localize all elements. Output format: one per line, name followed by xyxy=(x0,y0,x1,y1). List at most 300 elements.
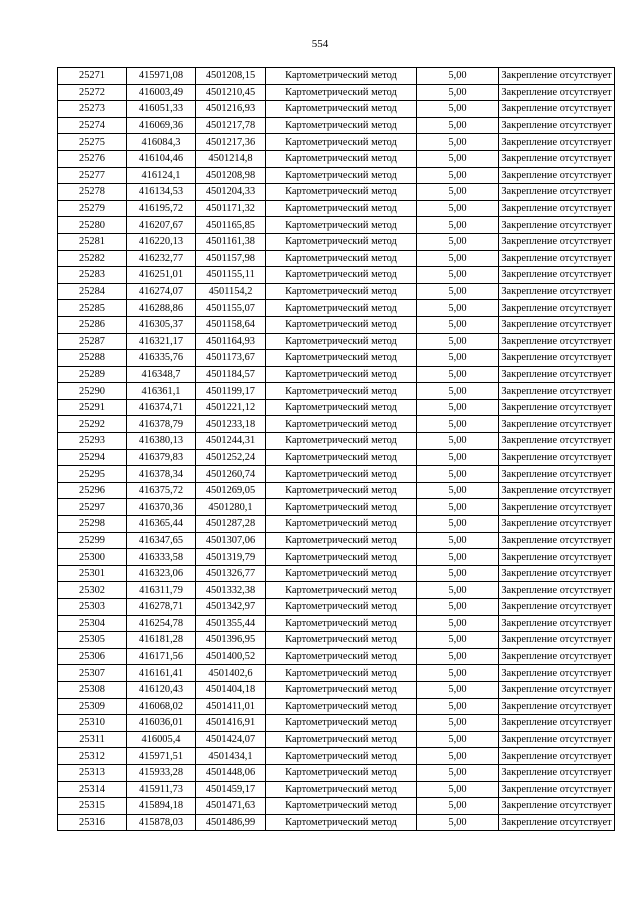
x-coordinate-cell: 416207,67 xyxy=(127,217,196,234)
table-row xyxy=(58,499,615,516)
table-row xyxy=(58,383,615,400)
accuracy-cell: 5,00 xyxy=(417,316,499,333)
table-row xyxy=(58,615,615,632)
method-cell: Картометрический метод xyxy=(266,134,417,151)
y-coordinate-cell: 4501214,8 xyxy=(196,150,266,167)
y-coordinate-cell: 4501158,64 xyxy=(196,316,266,333)
method-cell: Картометрический метод xyxy=(266,814,417,831)
y-coordinate-cell: 4501217,78 xyxy=(196,117,266,134)
method-cell: Картометрический метод xyxy=(266,167,417,184)
fixation-cell: Закрепление отсутствует xyxy=(499,698,615,715)
point-number-cell: 25305 xyxy=(58,632,127,649)
point-number-cell: 25308 xyxy=(58,681,127,698)
accuracy-cell: 5,00 xyxy=(417,217,499,234)
point-number-cell: 25310 xyxy=(58,715,127,732)
point-number-cell: 25283 xyxy=(58,267,127,284)
point-number-cell: 25313 xyxy=(58,764,127,781)
coordinates-table-body xyxy=(58,68,615,831)
x-coordinate-cell: 416036,01 xyxy=(127,715,196,732)
point-number-cell: 25276 xyxy=(58,150,127,167)
accuracy-cell: 5,00 xyxy=(417,781,499,798)
y-coordinate-cell: 4501165,85 xyxy=(196,217,266,234)
method-cell: Картометрический метод xyxy=(266,350,417,367)
table-row xyxy=(58,665,615,682)
y-coordinate-cell: 4501204,33 xyxy=(196,184,266,201)
accuracy-cell: 5,00 xyxy=(417,300,499,317)
accuracy-cell: 5,00 xyxy=(417,416,499,433)
table-row xyxy=(58,433,615,450)
method-cell: Картометрический метод xyxy=(266,648,417,665)
accuracy-cell: 5,00 xyxy=(417,449,499,466)
y-coordinate-cell: 4501326,77 xyxy=(196,565,266,582)
table-row xyxy=(58,316,615,333)
method-cell: Картометрический метод xyxy=(266,84,417,101)
fixation-cell: Закрепление отсутствует xyxy=(499,184,615,201)
fixation-cell: Закрепление отсутствует xyxy=(499,565,615,582)
accuracy-cell: 5,00 xyxy=(417,615,499,632)
fixation-cell: Закрепление отсутствует xyxy=(499,549,615,566)
method-cell: Картометрический метод xyxy=(266,267,417,284)
point-number-cell: 25312 xyxy=(58,748,127,765)
x-coordinate-cell: 416104,46 xyxy=(127,150,196,167)
table-row xyxy=(58,101,615,118)
method-cell: Картометрический метод xyxy=(266,150,417,167)
x-coordinate-cell: 416232,77 xyxy=(127,250,196,267)
y-coordinate-cell: 4501486,99 xyxy=(196,814,266,831)
point-number-cell: 25298 xyxy=(58,516,127,533)
accuracy-cell: 5,00 xyxy=(417,748,499,765)
y-coordinate-cell: 4501260,74 xyxy=(196,466,266,483)
fixation-cell: Закрепление отсутствует xyxy=(499,167,615,184)
table-row xyxy=(58,681,615,698)
x-coordinate-cell: 416305,37 xyxy=(127,316,196,333)
accuracy-cell: 5,00 xyxy=(417,466,499,483)
point-number-cell: 25272 xyxy=(58,84,127,101)
fixation-cell: Закрепление отсутствует xyxy=(499,217,615,234)
y-coordinate-cell: 4501173,67 xyxy=(196,350,266,367)
method-cell: Картометрический метод xyxy=(266,383,417,400)
y-coordinate-cell: 4501355,44 xyxy=(196,615,266,632)
point-number-cell: 25295 xyxy=(58,466,127,483)
fixation-cell: Закрепление отсутствует xyxy=(499,532,615,549)
y-coordinate-cell: 4501411,01 xyxy=(196,698,266,715)
table-row xyxy=(58,134,615,151)
point-number-cell: 25293 xyxy=(58,433,127,450)
point-number-cell: 25284 xyxy=(58,283,127,300)
accuracy-cell: 5,00 xyxy=(417,383,499,400)
accuracy-cell: 5,00 xyxy=(417,134,499,151)
accuracy-cell: 5,00 xyxy=(417,698,499,715)
method-cell: Картометрический метод xyxy=(266,433,417,450)
method-cell: Картометрический метод xyxy=(266,599,417,616)
point-number-cell: 25315 xyxy=(58,798,127,815)
point-number-cell: 25282 xyxy=(58,250,127,267)
fixation-cell: Закрепление отсутствует xyxy=(499,814,615,831)
table-row xyxy=(58,715,615,732)
method-cell: Картометрический метод xyxy=(266,615,417,632)
table-row xyxy=(58,200,615,217)
method-cell: Картометрический метод xyxy=(266,565,417,582)
y-coordinate-cell: 4501155,11 xyxy=(196,267,266,284)
point-number-cell: 25277 xyxy=(58,167,127,184)
table-row xyxy=(58,582,615,599)
point-number-cell: 25279 xyxy=(58,200,127,217)
method-cell: Картометрический метод xyxy=(266,632,417,649)
table-row xyxy=(58,632,615,649)
point-number-cell: 25306 xyxy=(58,648,127,665)
y-coordinate-cell: 4501208,98 xyxy=(196,167,266,184)
x-coordinate-cell: 416378,79 xyxy=(127,416,196,433)
method-cell: Картометрический метод xyxy=(266,665,417,682)
x-coordinate-cell: 416347,65 xyxy=(127,532,196,549)
y-coordinate-cell: 4501448,06 xyxy=(196,764,266,781)
fixation-cell: Закрепление отсутствует xyxy=(499,482,615,499)
method-cell: Картометрический метод xyxy=(266,399,417,416)
method-cell: Картометрический метод xyxy=(266,366,417,383)
accuracy-cell: 5,00 xyxy=(417,482,499,499)
accuracy-cell: 5,00 xyxy=(417,681,499,698)
x-coordinate-cell: 416171,56 xyxy=(127,648,196,665)
accuracy-cell: 5,00 xyxy=(417,250,499,267)
point-number-cell: 25280 xyxy=(58,217,127,234)
table-row xyxy=(58,781,615,798)
method-cell: Картометрический метод xyxy=(266,715,417,732)
y-coordinate-cell: 4501157,98 xyxy=(196,250,266,267)
x-coordinate-cell: 415911,73 xyxy=(127,781,196,798)
point-number-cell: 25285 xyxy=(58,300,127,317)
table-row xyxy=(58,117,615,134)
method-cell: Картометрический метод xyxy=(266,781,417,798)
point-number-cell: 25281 xyxy=(58,233,127,250)
y-coordinate-cell: 4501280,1 xyxy=(196,499,266,516)
x-coordinate-cell: 416333,58 xyxy=(127,549,196,566)
point-number-cell: 25304 xyxy=(58,615,127,632)
point-number-cell: 25302 xyxy=(58,582,127,599)
accuracy-cell: 5,00 xyxy=(417,516,499,533)
method-cell: Картометрический метод xyxy=(266,300,417,317)
x-coordinate-cell: 416068,02 xyxy=(127,698,196,715)
fixation-cell: Закрепление отсутствует xyxy=(499,748,615,765)
accuracy-cell: 5,00 xyxy=(417,648,499,665)
accuracy-cell: 5,00 xyxy=(417,366,499,383)
method-cell: Картометрический метод xyxy=(266,549,417,566)
y-coordinate-cell: 4501154,2 xyxy=(196,283,266,300)
y-coordinate-cell: 4501208,15 xyxy=(196,68,266,85)
x-coordinate-cell: 416370,36 xyxy=(127,499,196,516)
fixation-cell: Закрепление отсутствует xyxy=(499,648,615,665)
y-coordinate-cell: 4501424,07 xyxy=(196,731,266,748)
method-cell: Картометрический метод xyxy=(266,499,417,516)
x-coordinate-cell: 416069,36 xyxy=(127,117,196,134)
table-row xyxy=(58,350,615,367)
method-cell: Картометрический метод xyxy=(266,798,417,815)
x-coordinate-cell: 416288,86 xyxy=(127,300,196,317)
table-row xyxy=(58,698,615,715)
accuracy-cell: 5,00 xyxy=(417,84,499,101)
fixation-cell: Закрепление отсутствует xyxy=(499,383,615,400)
table-row xyxy=(58,814,615,831)
point-number-cell: 25273 xyxy=(58,101,127,118)
fixation-cell: Закрепление отсутствует xyxy=(499,582,615,599)
table-row xyxy=(58,565,615,582)
x-coordinate-cell: 416254,78 xyxy=(127,615,196,632)
fixation-cell: Закрепление отсутствует xyxy=(499,399,615,416)
fixation-cell: Закрепление отсутствует xyxy=(499,516,615,533)
accuracy-cell: 5,00 xyxy=(417,632,499,649)
table-row xyxy=(58,764,615,781)
x-coordinate-cell: 416161,41 xyxy=(127,665,196,682)
x-coordinate-cell: 416361,1 xyxy=(127,383,196,400)
accuracy-cell: 5,00 xyxy=(417,731,499,748)
x-coordinate-cell: 416378,34 xyxy=(127,466,196,483)
table-row xyxy=(58,300,615,317)
point-number-cell: 25271 xyxy=(58,68,127,85)
y-coordinate-cell: 4501244,31 xyxy=(196,433,266,450)
accuracy-cell: 5,00 xyxy=(417,200,499,217)
y-coordinate-cell: 4501210,45 xyxy=(196,84,266,101)
table-row xyxy=(58,482,615,499)
method-cell: Картометрический метод xyxy=(266,516,417,533)
fixation-cell: Закрепление отсутствует xyxy=(499,499,615,516)
x-coordinate-cell: 416323,06 xyxy=(127,565,196,582)
x-coordinate-cell: 416365,44 xyxy=(127,516,196,533)
point-number-cell: 25291 xyxy=(58,399,127,416)
y-coordinate-cell: 4501404,18 xyxy=(196,681,266,698)
y-coordinate-cell: 4501199,17 xyxy=(196,383,266,400)
table-row xyxy=(58,250,615,267)
method-cell: Картометрический метод xyxy=(266,748,417,765)
y-coordinate-cell: 4501164,93 xyxy=(196,333,266,350)
x-coordinate-cell: 415971,51 xyxy=(127,748,196,765)
y-coordinate-cell: 4501471,63 xyxy=(196,798,266,815)
y-coordinate-cell: 4501221,12 xyxy=(196,399,266,416)
fixation-cell: Закрепление отсутствует xyxy=(499,615,615,632)
y-coordinate-cell: 4501161,38 xyxy=(196,233,266,250)
coordinates-table xyxy=(57,67,615,831)
x-coordinate-cell: 415878,03 xyxy=(127,814,196,831)
y-coordinate-cell: 4501416,91 xyxy=(196,715,266,732)
method-cell: Картометрический метод xyxy=(266,416,417,433)
accuracy-cell: 5,00 xyxy=(417,101,499,118)
table-row xyxy=(58,516,615,533)
y-coordinate-cell: 4501434,1 xyxy=(196,748,266,765)
accuracy-cell: 5,00 xyxy=(417,433,499,450)
accuracy-cell: 5,00 xyxy=(417,167,499,184)
fixation-cell: Закрепление отсутствует xyxy=(499,316,615,333)
table-row xyxy=(58,184,615,201)
table-row xyxy=(58,798,615,815)
fixation-cell: Закрепление отсутствует xyxy=(499,101,615,118)
fixation-cell: Закрепление отсутствует xyxy=(499,665,615,682)
accuracy-cell: 5,00 xyxy=(417,764,499,781)
accuracy-cell: 5,00 xyxy=(417,333,499,350)
method-cell: Картометрический метод xyxy=(266,482,417,499)
accuracy-cell: 5,00 xyxy=(417,665,499,682)
point-number-cell: 25316 xyxy=(58,814,127,831)
x-coordinate-cell: 416374,71 xyxy=(127,399,196,416)
y-coordinate-cell: 4501171,32 xyxy=(196,200,266,217)
accuracy-cell: 5,00 xyxy=(417,814,499,831)
accuracy-cell: 5,00 xyxy=(417,283,499,300)
x-coordinate-cell: 415971,08 xyxy=(127,68,196,85)
table-row xyxy=(58,167,615,184)
accuracy-cell: 5,00 xyxy=(417,233,499,250)
point-number-cell: 25275 xyxy=(58,134,127,151)
method-cell: Картометрический метод xyxy=(266,200,417,217)
point-number-cell: 25300 xyxy=(58,549,127,566)
accuracy-cell: 5,00 xyxy=(417,499,499,516)
y-coordinate-cell: 4501155,07 xyxy=(196,300,266,317)
point-number-cell: 25289 xyxy=(58,366,127,383)
method-cell: Картометрический метод xyxy=(266,764,417,781)
x-coordinate-cell: 415894,18 xyxy=(127,798,196,815)
x-coordinate-cell: 415933,28 xyxy=(127,764,196,781)
table-row xyxy=(58,283,615,300)
fixation-cell: Закрепление отсутствует xyxy=(499,715,615,732)
y-coordinate-cell: 4501252,24 xyxy=(196,449,266,466)
method-cell: Картометрический метод xyxy=(266,250,417,267)
x-coordinate-cell: 416120,43 xyxy=(127,681,196,698)
table-row xyxy=(58,84,615,101)
method-cell: Картометрический метод xyxy=(266,466,417,483)
point-number-cell: 25303 xyxy=(58,599,127,616)
fixation-cell: Закрепление отсутствует xyxy=(499,681,615,698)
method-cell: Картометрический метод xyxy=(266,449,417,466)
y-coordinate-cell: 4501402,6 xyxy=(196,665,266,682)
method-cell: Картометрический метод xyxy=(266,283,417,300)
fixation-cell: Закрепление отсутствует xyxy=(499,233,615,250)
accuracy-cell: 5,00 xyxy=(417,117,499,134)
point-number-cell: 25297 xyxy=(58,499,127,516)
x-coordinate-cell: 416134,53 xyxy=(127,184,196,201)
x-coordinate-cell: 416274,07 xyxy=(127,283,196,300)
fixation-cell: Закрепление отсутствует xyxy=(499,731,615,748)
method-cell: Картометрический метод xyxy=(266,333,417,350)
y-coordinate-cell: 4501400,52 xyxy=(196,648,266,665)
point-number-cell: 25296 xyxy=(58,482,127,499)
point-number-cell: 25278 xyxy=(58,184,127,201)
point-number-cell: 25301 xyxy=(58,565,127,582)
point-number-cell: 25290 xyxy=(58,383,127,400)
x-coordinate-cell: 416375,72 xyxy=(127,482,196,499)
table-row xyxy=(58,267,615,284)
x-coordinate-cell: 416181,28 xyxy=(127,632,196,649)
table-row xyxy=(58,599,615,616)
fixation-cell: Закрепление отсутствует xyxy=(499,150,615,167)
table-row xyxy=(58,449,615,466)
x-coordinate-cell: 416124,1 xyxy=(127,167,196,184)
x-coordinate-cell: 416005,4 xyxy=(127,731,196,748)
y-coordinate-cell: 4501269,05 xyxy=(196,482,266,499)
method-cell: Картометрический метод xyxy=(266,217,417,234)
accuracy-cell: 5,00 xyxy=(417,399,499,416)
x-coordinate-cell: 416003,49 xyxy=(127,84,196,101)
table-row xyxy=(58,549,615,566)
y-coordinate-cell: 4501332,38 xyxy=(196,582,266,599)
table-row xyxy=(58,366,615,383)
fixation-cell: Закрепление отсутствует xyxy=(499,333,615,350)
page-number: 554 xyxy=(311,38,329,50)
accuracy-cell: 5,00 xyxy=(417,798,499,815)
accuracy-cell: 5,00 xyxy=(417,565,499,582)
table-row xyxy=(58,217,615,234)
table-row xyxy=(58,648,615,665)
fixation-cell: Закрепление отсутствует xyxy=(499,416,615,433)
method-cell: Картометрический метод xyxy=(266,681,417,698)
method-cell: Картометрический метод xyxy=(266,731,417,748)
method-cell: Картометрический метод xyxy=(266,117,417,134)
method-cell: Картометрический метод xyxy=(266,316,417,333)
fixation-cell: Закрепление отсутствует xyxy=(499,68,615,85)
method-cell: Картометрический метод xyxy=(266,582,417,599)
table-row xyxy=(58,532,615,549)
accuracy-cell: 5,00 xyxy=(417,350,499,367)
method-cell: Картометрический метод xyxy=(266,68,417,85)
y-coordinate-cell: 4501396,95 xyxy=(196,632,266,649)
table-row xyxy=(58,731,615,748)
y-coordinate-cell: 4501287,28 xyxy=(196,516,266,533)
x-coordinate-cell: 416195,72 xyxy=(127,200,196,217)
fixation-cell: Закрепление отсутствует xyxy=(499,798,615,815)
accuracy-cell: 5,00 xyxy=(417,267,499,284)
point-number-cell: 25309 xyxy=(58,698,127,715)
y-coordinate-cell: 4501319,79 xyxy=(196,549,266,566)
method-cell: Картометрический метод xyxy=(266,532,417,549)
accuracy-cell: 5,00 xyxy=(417,582,499,599)
fixation-cell: Закрепление отсутствует xyxy=(499,84,615,101)
fixation-cell: Закрепление отсутствует xyxy=(499,250,615,267)
fixation-cell: Закрепление отсутствует xyxy=(499,781,615,798)
method-cell: Картометрический метод xyxy=(266,233,417,250)
x-coordinate-cell: 416321,17 xyxy=(127,333,196,350)
y-coordinate-cell: 4501342,97 xyxy=(196,599,266,616)
accuracy-cell: 5,00 xyxy=(417,715,499,732)
fixation-cell: Закрепление отсутствует xyxy=(499,449,615,466)
y-coordinate-cell: 4501217,36 xyxy=(196,134,266,151)
point-number-cell: 25288 xyxy=(58,350,127,367)
x-coordinate-cell: 416311,79 xyxy=(127,582,196,599)
table-row xyxy=(58,68,615,85)
point-number-cell: 25307 xyxy=(58,665,127,682)
point-number-cell: 25286 xyxy=(58,316,127,333)
accuracy-cell: 5,00 xyxy=(417,532,499,549)
fixation-cell: Закрепление отсутствует xyxy=(499,267,615,284)
fixation-cell: Закрепление отсутствует xyxy=(499,632,615,649)
y-coordinate-cell: 4501459,17 xyxy=(196,781,266,798)
fixation-cell: Закрепление отсутствует xyxy=(499,599,615,616)
fixation-cell: Закрепление отсутствует xyxy=(499,300,615,317)
x-coordinate-cell: 416251,01 xyxy=(127,267,196,284)
fixation-cell: Закрепление отсутствует xyxy=(499,283,615,300)
fixation-cell: Закрепление отсутствует xyxy=(499,117,615,134)
method-cell: Картометрический метод xyxy=(266,101,417,118)
fixation-cell: Закрепление отсутствует xyxy=(499,764,615,781)
x-coordinate-cell: 416051,33 xyxy=(127,101,196,118)
point-number-cell: 25274 xyxy=(58,117,127,134)
point-number-cell: 25287 xyxy=(58,333,127,350)
table-row xyxy=(58,233,615,250)
accuracy-cell: 5,00 xyxy=(417,599,499,616)
x-coordinate-cell: 416278,71 xyxy=(127,599,196,616)
point-number-cell: 25294 xyxy=(58,449,127,466)
y-coordinate-cell: 4501307,06 xyxy=(196,532,266,549)
x-coordinate-cell: 416348,7 xyxy=(127,366,196,383)
accuracy-cell: 5,00 xyxy=(417,184,499,201)
accuracy-cell: 5,00 xyxy=(417,68,499,85)
table-row xyxy=(58,416,615,433)
table-row xyxy=(58,466,615,483)
table-row xyxy=(58,150,615,167)
